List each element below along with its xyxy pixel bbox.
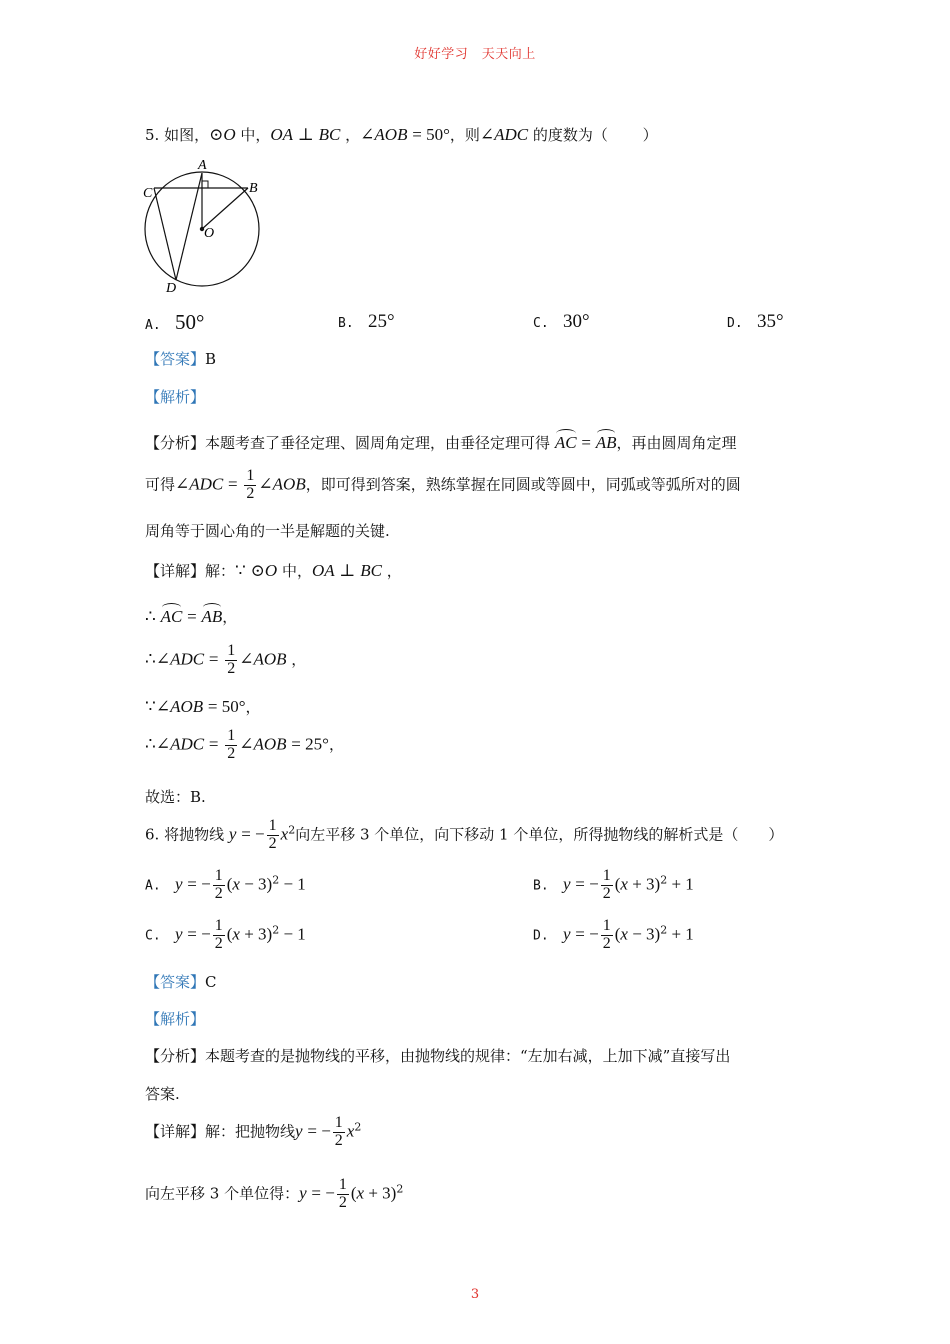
right-angle-mark xyxy=(202,181,208,188)
q6-option-d: D. y = − $\frac{1}{2}$ $(x - 3)^2 + 1$ xyxy=(533,917,694,952)
q5-circle-figure xyxy=(138,155,268,295)
q5-detail-line1: 【详解】解：∵ ⊙O 中，OA ⊥ BC ， xyxy=(145,561,402,580)
q5-option-b: B. 25° xyxy=(338,311,395,332)
answer-value: B xyxy=(205,350,217,368)
label-d: D xyxy=(166,281,177,295)
segment-ad xyxy=(176,173,202,280)
q6-fenxi-line2: 答案. xyxy=(145,1085,180,1103)
q5-analysis-tag: 【解析】 xyxy=(145,388,206,406)
segment-cd xyxy=(154,188,176,280)
answer-value: C xyxy=(205,973,217,991)
q6-option-a: A. y = − $\frac{1}{2}$ $(x - 3)^2 - 1$ xyxy=(145,867,306,902)
q5-answer xyxy=(145,348,216,369)
q5-option-a: A. 50° xyxy=(145,310,205,334)
q5-option-c: C. 30° xyxy=(533,311,590,332)
segment-ob xyxy=(202,188,248,229)
q5-stem: 5. 如图，⊙O 中，OA ⊥ BC ，∠AOB = 50°，则∠ADC 的度数为（ ） xyxy=(145,125,658,144)
label-b: B xyxy=(249,181,258,196)
q6-detail-line1: 【详解】解：把抛物线y = − $\frac{1}{2}$ $x^2$ xyxy=(145,1114,362,1149)
q5-detail-line3: ∴∠ADC = $\frac{1}{2}$ ∠AOB ， xyxy=(145,642,307,677)
answer-tag: 【答案】 xyxy=(145,973,206,991)
label-c: C xyxy=(143,186,153,201)
q5-detail-line2: ∴ AC = AB， xyxy=(145,603,237,627)
q6-analysis-tag: 【解析】 xyxy=(145,1010,206,1028)
q6-fenxi-line1: 【分析】本题考查的是抛物线的平移，由抛物线的规律：“左加右减，上加下减”直接写出 xyxy=(145,1047,731,1065)
q6-option-b: B. y = − $\frac{1}{2}$ $(x + 3)^2 + 1$ xyxy=(533,867,694,902)
q6-answer xyxy=(145,971,217,992)
q6-option-c: C. y = − $\frac{1}{2}$ $(x + 3)^2 - 1$ xyxy=(145,917,306,952)
q5-option-d: D. 35° xyxy=(727,311,784,332)
label-o: O xyxy=(204,226,215,241)
q6-stem: 6. 将抛物线 y = − $\frac{1}{2}$ $x^2$向左平移 3 个单位，向下移动 1 个单位，所得抛物线的解析式是（ ） xyxy=(145,817,784,852)
q6-detail-line2: 向左平移 3 个单位得：y = − $\frac{1}{2}$ $(x + 3)^2$ xyxy=(145,1176,404,1211)
answer-tag: 【答案】 xyxy=(145,350,206,368)
q5-detail-line4: ∵∠AOB = 50°， xyxy=(145,697,261,716)
page-header: 好好学习 天天向上 xyxy=(414,47,536,62)
q5-fenxi-line2: 可得∠ADC = $\frac{1}{2}$ ∠AOB，即可得到答案，熟练掌握在同圆或等圆中，同弧或等弧所对的圆 xyxy=(145,467,741,502)
label-a: A xyxy=(198,158,207,173)
page-number: 3 xyxy=(470,1287,480,1302)
q5-fenxi-line3: 周角等于圆心角的一半是解题的关键. xyxy=(145,522,390,540)
q5-detail-line5: ∴∠ADC = $\frac{1}{2}$ ∠AOB = 25°， xyxy=(145,727,344,762)
q5-detail-line6: 故选：B. xyxy=(145,788,206,806)
q5-fenxi-line1: 【分析】本题考查了垂径定理、圆周角定理，由垂径定理可得 AC = AB，再由圆周角定理 xyxy=(145,429,737,453)
